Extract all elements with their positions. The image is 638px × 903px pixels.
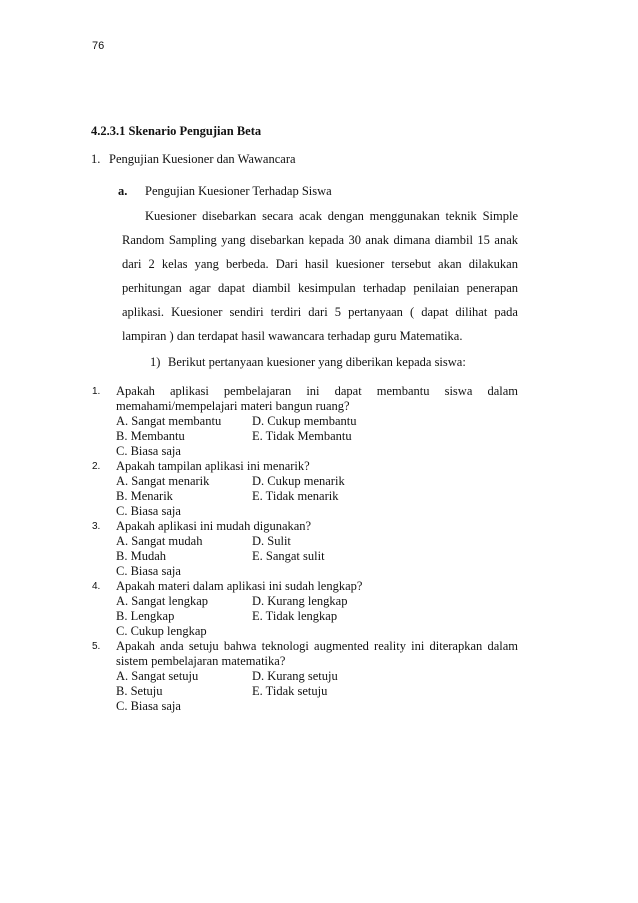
option-b: B. Membantu bbox=[116, 429, 185, 443]
option-row bbox=[116, 609, 518, 624]
option-row bbox=[116, 549, 518, 564]
option-e: E. Tidak menarik bbox=[252, 489, 339, 503]
heading-number: 1. bbox=[91, 152, 101, 166]
option-d: D. Kurang lengkap bbox=[252, 594, 348, 608]
question-item bbox=[92, 639, 518, 714]
question-item bbox=[92, 519, 518, 579]
option-e: E. Sangat sulit bbox=[252, 549, 325, 563]
option-c: C. Biasa saja bbox=[116, 699, 181, 713]
body-paragraph: Kuesioner disebarkan secara acak dengan menggunakan teknik Simple Random Sampling yang disebarkan kepada 30 anak dimana diambil 15 anak dari 2 kelas yang berbeda. Dari hasil kuesioner tersebut akan dilakukan perhitungan agar dapat diambil kesimpulan terhadap penilaian penerapan aplikasi. Kuesioner sendiri terdiri dari 5 pertanyaan ( dapat dilihat pada lampiran ) dan terdapat hasil wawancara terhadap guru Matematika. bbox=[122, 209, 518, 343]
option-row bbox=[116, 489, 518, 504]
subheading-number: 1) bbox=[150, 355, 161, 369]
option-e: E. Tidak Membantu bbox=[252, 429, 352, 443]
page-number: 76 bbox=[92, 40, 105, 52]
heading-level-2 bbox=[118, 184, 332, 199]
option-row bbox=[116, 534, 518, 549]
option-b: B. Setuju bbox=[116, 684, 163, 698]
option-a: A. Sangat membantu bbox=[116, 414, 222, 428]
option-a: A. Sangat lengkap bbox=[116, 594, 208, 608]
questionnaire-list bbox=[92, 384, 518, 714]
option-row bbox=[116, 594, 518, 609]
question-number: 2. bbox=[92, 461, 101, 472]
option-row bbox=[116, 684, 518, 699]
subheading-text: Berikut pertanyaan kuesioner yang diberikan kepada siswa: bbox=[168, 355, 466, 369]
option-b: B. Lengkap bbox=[116, 609, 175, 623]
heading-text: Pengujian Kuesioner dan Wawancara bbox=[109, 152, 296, 166]
question-number: 5. bbox=[92, 641, 101, 652]
question-number: 1. bbox=[92, 386, 101, 397]
question-text: Apakah materi dalam aplikasi ini sudah lengkap? bbox=[116, 579, 363, 593]
option-a: A. Sangat menarik bbox=[116, 474, 210, 488]
option-d: D. Kurang setuju bbox=[252, 669, 338, 683]
subheading bbox=[150, 355, 466, 370]
question-item bbox=[92, 579, 518, 639]
question-text-continued: memahami/mempelajari materi bangun ruang? bbox=[116, 399, 350, 413]
option-c: C. Biasa saja bbox=[116, 564, 181, 578]
option-row bbox=[116, 669, 518, 684]
heading-text: Pengujian Kuesioner Terhadap Siswa bbox=[145, 184, 332, 198]
question-text: Apakah anda setuju bahwa teknologi augmented reality ini diterapkan dalam bbox=[116, 639, 518, 653]
option-row bbox=[116, 474, 518, 489]
option-c: C. Cukup lengkap bbox=[116, 624, 207, 638]
question-text: Apakah aplikasi ini mudah digunakan? bbox=[116, 519, 312, 533]
option-d: D. Sulit bbox=[252, 534, 291, 548]
option-a: A. Sangat mudah bbox=[116, 534, 203, 548]
question-item bbox=[92, 384, 518, 459]
option-c: C. Biasa saja bbox=[116, 504, 181, 518]
question-text: Apakah tampilan aplikasi ini menarik? bbox=[116, 459, 310, 473]
option-d: D. Cukup menarik bbox=[252, 474, 345, 488]
question-item bbox=[92, 459, 518, 519]
section-heading: 4.2.3.1 Skenario Pengujian Beta bbox=[91, 124, 262, 138]
question-number: 4. bbox=[92, 581, 101, 592]
option-e: E. Tidak lengkap bbox=[252, 609, 338, 623]
option-c: C. Biasa saja bbox=[116, 444, 181, 458]
option-a: A. Sangat setuju bbox=[116, 669, 199, 683]
option-b: B. Mudah bbox=[116, 549, 166, 563]
option-row bbox=[116, 429, 518, 444]
option-e: E. Tidak setuju bbox=[252, 684, 328, 698]
question-number: 3. bbox=[92, 521, 101, 532]
question-text-continued: sistem pembelajaran matematika? bbox=[116, 654, 286, 668]
heading-letter: a. bbox=[118, 184, 128, 198]
question-text: Apakah aplikasi pembelajaran ini dapat membantu siswa dalam bbox=[116, 384, 518, 398]
heading-level-1 bbox=[91, 152, 296, 167]
option-row bbox=[116, 414, 518, 429]
option-b: B. Menarik bbox=[116, 489, 173, 503]
option-d: D. Cukup membantu bbox=[252, 414, 357, 428]
